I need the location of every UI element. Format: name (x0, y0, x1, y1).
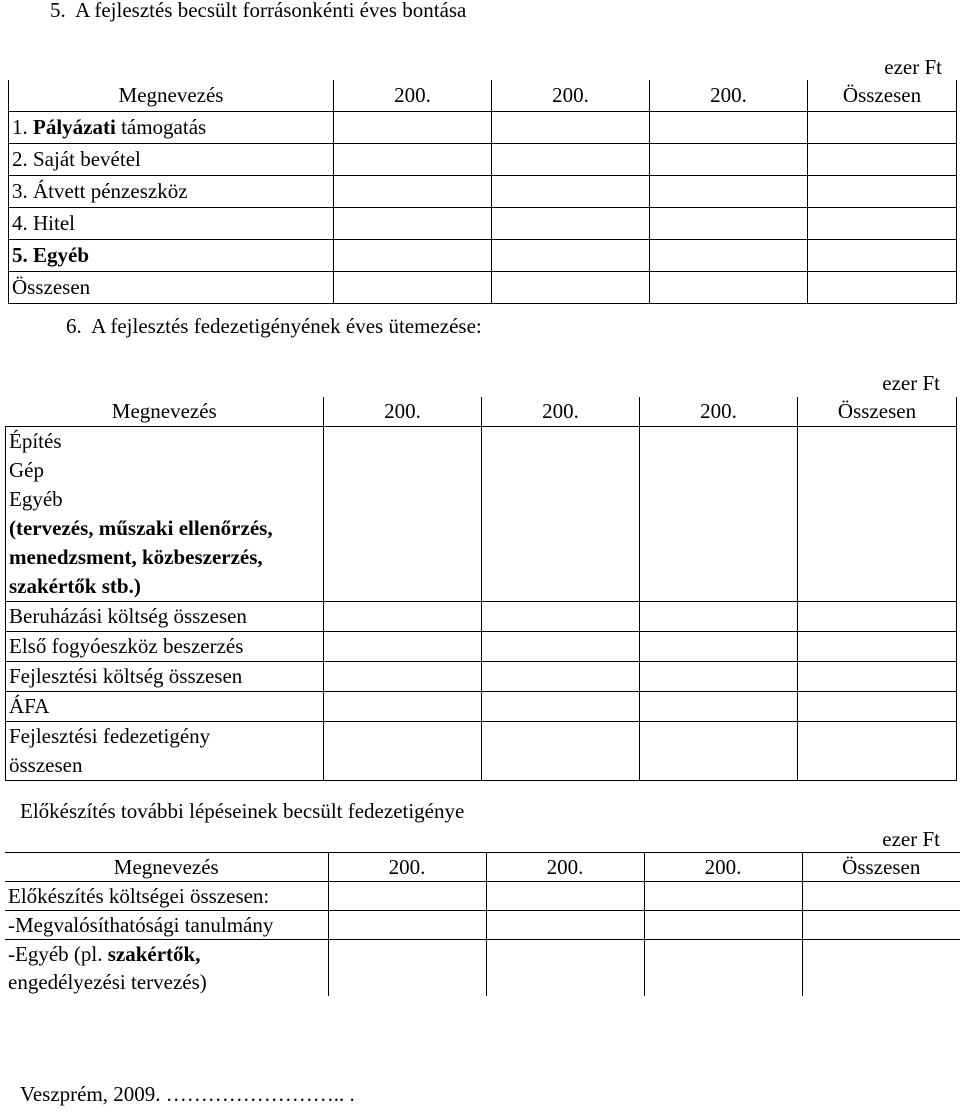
section7-title: Előkészítés további lépéseinek becsült fedezetigénye (20, 799, 465, 823)
value-cell[interactable] (640, 722, 798, 781)
value-cell[interactable] (324, 692, 482, 722)
value-cell[interactable] (482, 662, 640, 692)
value-cell[interactable] (492, 176, 650, 208)
table-row (9, 240, 957, 272)
col-header: 200. (650, 80, 808, 112)
value-cell[interactable] (650, 240, 808, 272)
table-header-row (6, 397, 957, 427)
value-cell[interactable] (324, 632, 482, 662)
value-cell[interactable] (650, 112, 808, 144)
value-cell[interactable] (802, 882, 960, 911)
value-cell[interactable] (482, 427, 640, 602)
section5-unit: ezer Ft (884, 55, 942, 79)
value-cell[interactable] (328, 940, 486, 997)
table-row (5, 940, 960, 997)
value-cell[interactable] (334, 208, 492, 240)
row-label: Fejlesztési fedezetigény összesen (6, 722, 324, 781)
value-cell[interactable] (492, 144, 650, 176)
value-cell[interactable] (650, 144, 808, 176)
value-cell[interactable] (492, 272, 650, 304)
table-row (9, 176, 957, 208)
value-cell[interactable] (492, 240, 650, 272)
value-cell[interactable] (802, 940, 960, 997)
row-egyeb-detail: szakértők stb.) (9, 574, 141, 598)
col-header: 200. (640, 397, 798, 427)
value-cell[interactable] (324, 662, 482, 692)
table-row (6, 427, 957, 602)
table-row (6, 662, 957, 692)
table-row (5, 911, 960, 940)
value-cell[interactable] (808, 144, 957, 176)
row-label: ÁFA (6, 692, 324, 722)
value-cell[interactable] (650, 176, 808, 208)
value-cell[interactable] (808, 272, 957, 304)
value-cell[interactable] (486, 882, 644, 911)
value-cell[interactable] (798, 427, 957, 602)
value-cell[interactable] (640, 662, 798, 692)
value-cell[interactable] (640, 632, 798, 662)
row-label: Első fogyóeszköz beszerzés (6, 632, 324, 662)
row-label: 1. Pályázati támogatás (9, 112, 334, 144)
section5-heading (50, 0, 466, 25)
table-row (6, 632, 957, 662)
table-row (9, 112, 957, 144)
value-cell[interactable] (650, 272, 808, 304)
value-cell[interactable] (324, 427, 482, 602)
col-header: Megnevezés (9, 80, 334, 112)
value-cell[interactable] (640, 427, 798, 602)
col-header: Összesen (808, 80, 957, 112)
value-cell[interactable] (644, 940, 802, 997)
table-row (6, 602, 957, 632)
row-label: 3. Átvett pénzeszköz (9, 176, 334, 208)
row-label: Fejlesztési költség összesen (6, 662, 324, 692)
value-cell[interactable] (486, 911, 644, 940)
value-cell[interactable] (808, 208, 957, 240)
preparation-cost-table (5, 852, 960, 996)
funding-schedule-table (5, 397, 957, 781)
value-cell[interactable] (808, 112, 957, 144)
value-cell[interactable] (324, 722, 482, 781)
table-row (6, 692, 957, 722)
section6-number: 6. (66, 314, 82, 338)
value-cell[interactable] (482, 692, 640, 722)
table-header-row (9, 80, 957, 112)
value-cell[interactable] (328, 882, 486, 911)
value-cell[interactable] (798, 722, 957, 781)
col-header: 200. (492, 80, 650, 112)
section7-unit: ezer Ft (882, 827, 940, 851)
row-label: Beruházási költség összesen (6, 602, 324, 632)
row-label: Összesen (9, 272, 334, 304)
value-cell[interactable] (492, 208, 650, 240)
row-egyeb: Egyéb (9, 487, 63, 511)
col-header: Összesen (802, 853, 960, 882)
row-label: 4. Hitel (9, 208, 334, 240)
value-cell[interactable] (798, 662, 957, 692)
value-cell[interactable] (798, 632, 957, 662)
value-cell[interactable] (808, 176, 957, 208)
value-cell[interactable] (334, 144, 492, 176)
value-cell[interactable] (486, 940, 644, 997)
col-header: 200. (328, 853, 486, 882)
value-cell[interactable] (798, 602, 957, 632)
value-cell[interactable] (482, 602, 640, 632)
value-cell[interactable] (644, 911, 802, 940)
row-label: 5. Egyéb (9, 240, 334, 272)
value-cell[interactable] (492, 112, 650, 144)
row-label: Előkészítés költségei összesen: (5, 882, 328, 911)
value-cell[interactable] (640, 602, 798, 632)
place-date-line: Veszprém, 2009. …………………….. . (20, 1082, 355, 1106)
row-epites: Építés (9, 429, 62, 453)
row-label: -Megvalósíthatósági tanulmány (5, 911, 328, 940)
value-cell[interactable] (334, 272, 492, 304)
value-cell[interactable] (644, 882, 802, 911)
value-cell[interactable] (650, 208, 808, 240)
value-cell[interactable] (482, 632, 640, 662)
table-header-row (5, 853, 960, 882)
value-cell[interactable] (328, 911, 486, 940)
table-row (5, 882, 960, 911)
col-header: 200. (486, 853, 644, 882)
col-header: 200. (644, 853, 802, 882)
value-cell[interactable] (802, 911, 960, 940)
row-egyeb-detail: (tervezés, műszaki ellenőrzés, (9, 516, 273, 540)
value-cell[interactable] (640, 692, 798, 722)
row-label: 2. Saját bevétel (9, 144, 334, 176)
col-header: 200. (334, 80, 492, 112)
table-row (9, 144, 957, 176)
value-cell[interactable] (334, 240, 492, 272)
col-header: Összesen (798, 397, 957, 427)
col-header: Megnevezés (6, 397, 324, 427)
col-header: 200. (482, 397, 640, 427)
total-row (9, 272, 957, 304)
row-egyeb-detail: menedzsment, közbeszerzés, (9, 545, 263, 569)
section5-number: 5. (50, 0, 66, 22)
value-cell[interactable] (798, 692, 957, 722)
col-header: Megnevezés (5, 853, 328, 882)
col-header: 200. (324, 397, 482, 427)
row-label (6, 427, 324, 602)
value-cell[interactable] (808, 240, 957, 272)
section6-title: A fejlesztés fedezetigényének éves ütemezése: (91, 314, 482, 338)
value-cell[interactable] (334, 112, 492, 144)
table-row (9, 208, 957, 240)
total-row (6, 722, 957, 781)
section5-title: A fejlesztés becsült forrásonkénti éves bontása (75, 0, 467, 22)
row-gep: Gép (9, 458, 44, 482)
source-breakdown-table (8, 80, 957, 304)
row-label: -Egyéb (pl. szakértők, engedélyezési tervezés) (5, 940, 328, 997)
value-cell[interactable] (482, 722, 640, 781)
section6-heading (66, 312, 482, 341)
value-cell[interactable] (334, 176, 492, 208)
section6-unit: ezer Ft (882, 371, 940, 395)
value-cell[interactable] (324, 602, 482, 632)
